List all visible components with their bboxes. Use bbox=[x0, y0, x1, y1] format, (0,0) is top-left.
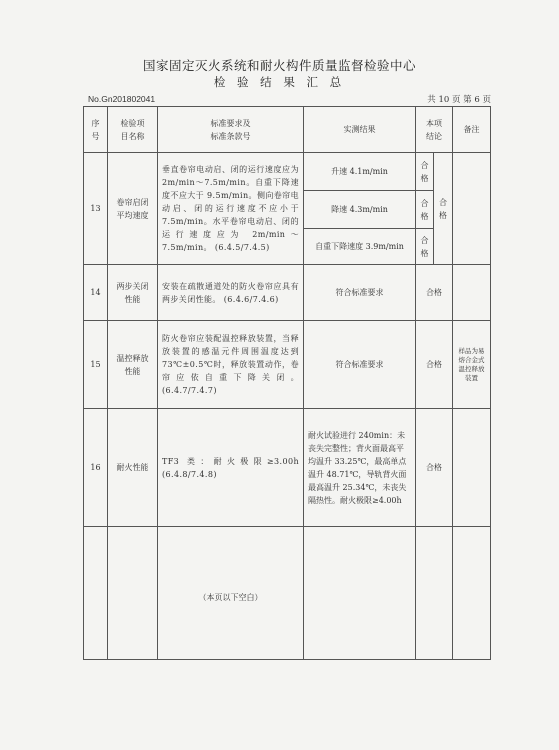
doc-title: 检 验 结 果 汇 总 bbox=[213, 75, 346, 89]
row-remark bbox=[453, 153, 491, 265]
row-requirement: 安装在疏散通道处的防火卷帘应具有两步关闭性能。 (6.4.6/7.4.6) bbox=[158, 265, 304, 321]
row-item: 耐火性能 bbox=[108, 409, 158, 527]
sub-conclusion: 合 格 bbox=[416, 153, 434, 191]
sub-conclusion: 合 格 bbox=[416, 191, 434, 229]
overall-conclusion: 合 格 bbox=[434, 153, 453, 265]
row-item: 两步关闭 性能 bbox=[108, 265, 158, 321]
row-requirement: 防火卷帘应装配温控释放装置，当释放装置的感温元件周围温度达到 73℃±0.5℃时，释放装置动作，卷帘应依自重下降关闭。 (6.4.7/7.4.7) bbox=[158, 321, 304, 409]
row-conclusion: 合格 bbox=[416, 321, 453, 409]
row-remark: 样品为易熔合金式温控释放装置 bbox=[453, 321, 491, 409]
row-requirement: 垂直卷帘电动启、闭的运行速度应为 2m/min～7.5m/min。自重下降速度不应大于 9.5m/min。侧向卷帘电动启、闭的运行速度不应小于 7.5m/min。水平卷帘电动启、闭的运行速度应为 2m/min～7.5m/min。 (6.4.5/7.4.5) bbox=[158, 153, 304, 265]
blank-cell bbox=[108, 527, 158, 660]
sub-result: 升速 4.1m/min bbox=[304, 153, 416, 191]
row-seq: 16 bbox=[84, 409, 108, 527]
row-item: 卷帘启闭 平均速度 bbox=[108, 153, 158, 265]
blank-row bbox=[84, 527, 491, 660]
row-conclusion: 合格 bbox=[416, 409, 453, 527]
sub-result: 自重下降速度 3.9m/min bbox=[304, 229, 416, 265]
row-item: 温控释放 性能 bbox=[108, 321, 158, 409]
row-result: 符合标准要求 bbox=[304, 265, 416, 321]
header-seq: 序 号 bbox=[84, 107, 108, 153]
row-seq: 14 bbox=[84, 265, 108, 321]
header-remark: 备注 bbox=[453, 107, 491, 153]
blank-cell bbox=[416, 527, 453, 660]
header-conclusion: 本项 结论 bbox=[416, 107, 453, 153]
table-row bbox=[84, 321, 491, 409]
table-row bbox=[84, 153, 491, 191]
row-requirement: TF3 类：耐火极限≥3.00h (6.4.8/7.4.8) bbox=[158, 409, 304, 527]
table-row bbox=[84, 409, 491, 527]
row-seq: 13 bbox=[84, 153, 108, 265]
page-info: 共 10 页 第 6 页 bbox=[427, 95, 491, 105]
sub-result: 降速 4.3m/min bbox=[304, 191, 416, 229]
row-result: 耐火试验进行 240min：未丧失完整性；背火面最高平均温升 33.25℃，最高单点温升 48.71℃，导轨背火面最高温升 25.34℃，未丧失隔热性。耐火极限≥4.00h bbox=[304, 409, 416, 527]
row-conclusion: 合格 bbox=[416, 265, 453, 321]
blank-cell bbox=[84, 527, 108, 660]
sub-conclusion: 合 格 bbox=[416, 229, 434, 265]
table-row bbox=[84, 265, 491, 321]
row-result: 符合标准要求 bbox=[304, 321, 416, 409]
row-remark bbox=[453, 409, 491, 527]
row-remark bbox=[453, 265, 491, 321]
results-table bbox=[83, 106, 491, 660]
row-seq: 15 bbox=[84, 321, 108, 409]
header-result: 实测结果 bbox=[304, 107, 416, 153]
table-header-row bbox=[84, 107, 491, 153]
header-requirement: 标准要求及 标准条款号 bbox=[158, 107, 304, 153]
blank-note: （本页以下空白） bbox=[158, 527, 304, 660]
blank-cell bbox=[453, 527, 491, 660]
blank-cell bbox=[304, 527, 416, 660]
report-number: No.Gn201802041 bbox=[88, 94, 156, 104]
header-item: 检验项 目名称 bbox=[108, 107, 158, 153]
org-title: 国家固定灭火系统和耐火构件质量监督检验中心 bbox=[142, 58, 416, 73]
